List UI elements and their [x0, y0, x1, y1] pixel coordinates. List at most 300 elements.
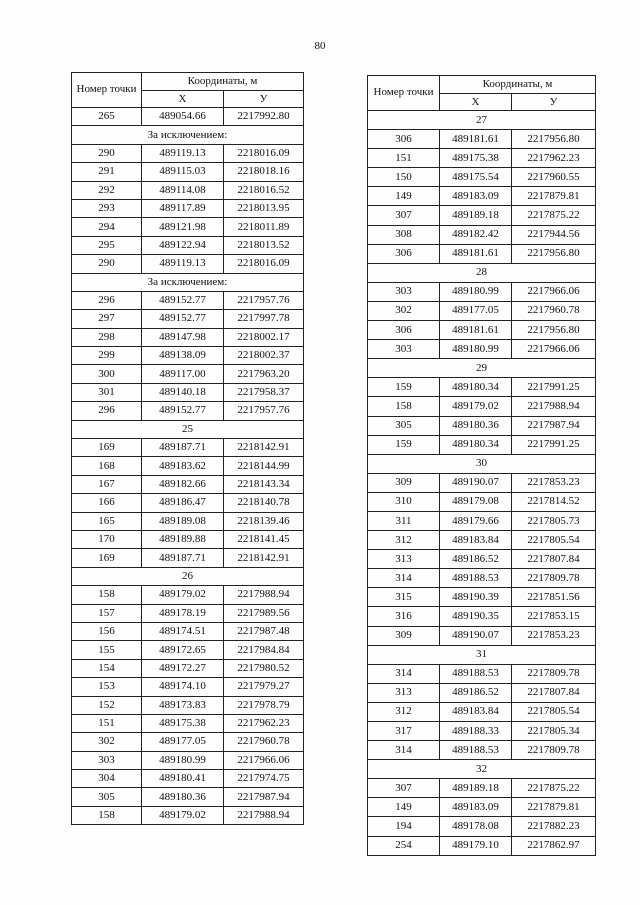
table-row: [72, 347, 304, 365]
table-row: [368, 149, 596, 168]
point-number-cell: 312: [368, 702, 440, 721]
x-coordinate-cell: 489152.77: [142, 291, 224, 309]
y-coordinate-cell: 2217862.97: [512, 836, 596, 855]
table-row: [368, 340, 596, 359]
point-number-cell: 313: [368, 550, 440, 569]
point-number-cell: 314: [368, 664, 440, 683]
x-coordinate-cell: 489138.09: [142, 347, 224, 365]
point-number-cell: 159: [368, 435, 440, 454]
y-coordinate-cell: 2217988.94: [224, 806, 304, 824]
x-coordinate-cell: 489140.18: [142, 383, 224, 401]
y-coordinate-cell: 2217960.78: [512, 301, 596, 320]
y-coordinate-cell: 2217989.56: [224, 604, 304, 622]
table-row: [72, 310, 304, 328]
x-coordinate-cell: 489152.77: [142, 310, 224, 328]
point-number-cell: 313: [368, 683, 440, 702]
x-coordinate-cell: 489178.08: [440, 817, 512, 836]
table-row: [368, 492, 596, 511]
table-row: [368, 626, 596, 645]
y-coordinate-cell: 2218002.17: [224, 328, 304, 346]
section-label: 28: [368, 263, 596, 282]
point-number-cell: 158: [72, 806, 142, 824]
x-coordinate-cell: 489174.10: [142, 678, 224, 696]
x-coordinate-cell: 489188.53: [440, 569, 512, 588]
y-coordinate-cell: 2217991.25: [512, 435, 596, 454]
table-row: [368, 130, 596, 149]
x-coordinate-cell: 489175.54: [440, 168, 512, 187]
table-row: [72, 199, 304, 217]
y-coordinate-cell: 2217974.75: [224, 770, 304, 788]
table-row: [72, 641, 304, 659]
table-row: [368, 683, 596, 702]
section-label: 25: [72, 420, 304, 438]
x-coordinate-cell: 489119.13: [142, 144, 224, 162]
y-coordinate-cell: 2217875.22: [512, 206, 596, 225]
x-coordinate-cell: 489180.99: [142, 751, 224, 769]
y-coordinate-cell: 2217875.22: [512, 779, 596, 798]
point-number-cell: 300: [72, 365, 142, 383]
x-coordinate-cell: 489122.94: [142, 236, 224, 254]
table-row: [368, 321, 596, 340]
table-row: [368, 378, 596, 397]
point-number-cell: 309: [368, 473, 440, 492]
point-number-cell: 265: [72, 108, 142, 126]
point-number-cell: 299: [72, 347, 142, 365]
point-number-cell: 149: [368, 798, 440, 817]
y-coordinate-cell: 2217960.78: [224, 733, 304, 751]
table-row: [72, 604, 304, 622]
point-number-cell: 312: [368, 531, 440, 550]
y-coordinate-cell: 2217814.52: [512, 492, 596, 511]
x-coordinate-cell: 489119.13: [142, 255, 224, 273]
y-coordinate-cell: 2217809.78: [512, 741, 596, 760]
y-coordinate-cell: 2217962.23: [224, 714, 304, 732]
y-coordinate-cell: 2217807.84: [512, 683, 596, 702]
x-coordinate-cell: 489172.27: [142, 659, 224, 677]
table-row: [72, 383, 304, 401]
y-coordinate-cell: 2218002.37: [224, 347, 304, 365]
y-coordinate-cell: 2217984.84: [224, 641, 304, 659]
table-row: [368, 550, 596, 569]
y-coordinate-cell: 2218142.91: [224, 439, 304, 457]
y-coordinate-cell: 2218018.16: [224, 163, 304, 181]
y-coordinate-cell: 2217879.81: [512, 187, 596, 206]
x-coordinate-cell: 489117.89: [142, 199, 224, 217]
x-coordinate-cell: 489190.35: [440, 607, 512, 626]
point-number-cell: 170: [72, 530, 142, 548]
y-coordinate-cell: 2218140.78: [224, 494, 304, 512]
coordinates-header: Координаты, м: [440, 76, 596, 94]
x-coordinate-cell: 489190.07: [440, 626, 512, 645]
point-number-cell: 297: [72, 310, 142, 328]
y-coordinate-cell: 2217853.23: [512, 626, 596, 645]
point-number-cell: 296: [72, 402, 142, 420]
table-row: [72, 770, 304, 788]
x-coordinate-cell: 489187.71: [142, 439, 224, 457]
x-coordinate-cell: 489179.08: [440, 492, 512, 511]
x-coordinate-cell: 489186.52: [440, 550, 512, 569]
point-number-cell: 290: [72, 144, 142, 162]
point-number-cell: 151: [368, 149, 440, 168]
table-row: [368, 416, 596, 435]
x-coordinate-cell: 489189.18: [440, 779, 512, 798]
y-coordinate-cell: 2218016.09: [224, 255, 304, 273]
y-coordinate-cell: 2217956.80: [512, 130, 596, 149]
point-number-cell: 314: [368, 741, 440, 760]
y-coordinate-cell: 2217805.34: [512, 722, 596, 741]
y-coordinate-cell: 2218144.99: [224, 457, 304, 475]
table-row: [368, 569, 596, 588]
point-number-cell: 296: [72, 291, 142, 309]
y-coordinate-cell: 2217966.06: [512, 282, 596, 301]
table-row: [72, 494, 304, 512]
y-coordinate-cell: 2217979.27: [224, 678, 304, 696]
point-number-cell: 294: [72, 218, 142, 236]
table-row: [72, 788, 304, 806]
point-number-cell: 315: [368, 588, 440, 607]
table-row: [72, 163, 304, 181]
section-row: [72, 420, 304, 438]
table-row: [368, 531, 596, 550]
point-number-cell: 301: [72, 383, 142, 401]
table-row: [72, 255, 304, 273]
x-coordinate-cell: 489181.61: [440, 130, 512, 149]
table-row: [72, 439, 304, 457]
point-number-cell: 302: [368, 301, 440, 320]
section-row: [368, 454, 596, 473]
x-coordinate-cell: 489190.07: [440, 473, 512, 492]
table-row: [368, 168, 596, 187]
section-label: 26: [72, 567, 304, 585]
table-row: [72, 328, 304, 346]
y-coordinate-cell: 2217879.81: [512, 798, 596, 817]
y-column-header: У: [224, 91, 304, 108]
coordinates-header: Координаты, м: [142, 73, 304, 91]
table-row: [72, 696, 304, 714]
x-coordinate-cell: 489186.52: [440, 683, 512, 702]
y-coordinate-cell: 2217997.78: [224, 310, 304, 328]
y-coordinate-cell: 2217853.15: [512, 607, 596, 626]
x-coordinate-cell: 489172.65: [142, 641, 224, 659]
table-row: [368, 664, 596, 683]
y-coordinate-cell: 2218013.52: [224, 236, 304, 254]
table-row: [72, 218, 304, 236]
y-column-header: У: [512, 94, 596, 111]
x-coordinate-cell: 489174.51: [142, 622, 224, 640]
x-coordinate-cell: 489179.02: [440, 397, 512, 416]
y-coordinate-cell: 2217992.80: [224, 108, 304, 126]
section-label: 31: [368, 645, 596, 664]
section-label: За исключением:: [72, 273, 304, 291]
y-coordinate-cell: 2217987.48: [224, 622, 304, 640]
table-row: [72, 365, 304, 383]
x-coordinate-cell: 489190.39: [440, 588, 512, 607]
y-coordinate-cell: 2217805.54: [512, 531, 596, 550]
point-number-cell: 254: [368, 836, 440, 855]
table-row: [368, 588, 596, 607]
point-number-cell: 159: [368, 378, 440, 397]
x-coordinate-cell: 489189.08: [142, 512, 224, 530]
section-row: [72, 273, 304, 291]
table-row: [368, 435, 596, 454]
point-number-cell: 316: [368, 607, 440, 626]
x-coordinate-cell: 489115.03: [142, 163, 224, 181]
point-number-cell: 310: [368, 492, 440, 511]
table-row: [72, 530, 304, 548]
y-coordinate-cell: 2217980.52: [224, 659, 304, 677]
point-number-cell: 302: [72, 733, 142, 751]
table-row: [72, 549, 304, 567]
point-number-cell: 305: [368, 416, 440, 435]
table-row: [72, 108, 304, 126]
point-number-cell: 304: [72, 770, 142, 788]
x-coordinate-cell: 489181.61: [440, 244, 512, 263]
x-coordinate-cell: 489180.36: [440, 416, 512, 435]
x-coordinate-cell: 489114.08: [142, 181, 224, 199]
point-number-header: Номер точки: [72, 73, 142, 108]
section-label: 29: [368, 359, 596, 378]
coordinates-table-left: [71, 72, 304, 825]
y-coordinate-cell: 2217851.56: [512, 588, 596, 607]
table-row: [72, 751, 304, 769]
table-row: [368, 607, 596, 626]
y-coordinate-cell: 2217944.56: [512, 225, 596, 244]
x-coordinate-cell: 489182.66: [142, 475, 224, 493]
x-coordinate-cell: 489182.42: [440, 225, 512, 244]
x-coordinate-cell: 489179.02: [142, 806, 224, 824]
x-coordinate-cell: 489177.05: [440, 301, 512, 320]
table-row: [368, 741, 596, 760]
table-body-right: [368, 111, 596, 856]
x-coordinate-cell: 489188.33: [440, 722, 512, 741]
x-coordinate-cell: 489121.98: [142, 218, 224, 236]
table-row: [368, 225, 596, 244]
y-coordinate-cell: 2217956.80: [512, 321, 596, 340]
table-row: [72, 291, 304, 309]
point-number-cell: 149: [368, 187, 440, 206]
x-coordinate-cell: 489180.36: [142, 788, 224, 806]
point-number-cell: 169: [72, 549, 142, 567]
table-row: [72, 181, 304, 199]
page-number: 80: [314, 40, 326, 52]
y-coordinate-cell: 2218139.46: [224, 512, 304, 530]
point-number-cell: 166: [72, 494, 142, 512]
point-number-cell: 311: [368, 511, 440, 530]
y-coordinate-cell: 2218141.45: [224, 530, 304, 548]
x-coordinate-cell: 489179.66: [440, 511, 512, 530]
table-row: [368, 282, 596, 301]
y-coordinate-cell: 2217957.76: [224, 291, 304, 309]
y-coordinate-cell: 2217978.79: [224, 696, 304, 714]
point-number-cell: 155: [72, 641, 142, 659]
y-coordinate-cell: 2217987.94: [512, 416, 596, 435]
x-coordinate-cell: 489187.71: [142, 549, 224, 567]
y-coordinate-cell: 2217966.06: [512, 340, 596, 359]
x-coordinate-cell: 489183.84: [440, 531, 512, 550]
section-row: [368, 111, 596, 130]
table-row: [368, 798, 596, 817]
point-number-cell: 306: [368, 321, 440, 340]
point-number-cell: 314: [368, 569, 440, 588]
y-coordinate-cell: 2217805.73: [512, 511, 596, 530]
table-row: [72, 457, 304, 475]
section-label: 30: [368, 454, 596, 473]
point-number-cell: 291: [72, 163, 142, 181]
y-coordinate-cell: 2217987.94: [224, 788, 304, 806]
point-number-cell: 306: [368, 244, 440, 263]
table-body-left: [72, 108, 304, 825]
section-row: [368, 263, 596, 282]
table-row: [368, 397, 596, 416]
point-number-cell: 153: [72, 678, 142, 696]
table-row: [368, 206, 596, 225]
table-row: [72, 659, 304, 677]
x-coordinate-cell: 489180.99: [440, 340, 512, 359]
section-label: За исключением:: [72, 126, 304, 144]
table-row: [72, 475, 304, 493]
point-number-cell: 168: [72, 457, 142, 475]
point-number-cell: 158: [72, 586, 142, 604]
x-coordinate-cell: 489180.34: [440, 435, 512, 454]
table-row: [368, 817, 596, 836]
y-coordinate-cell: 2218142.91: [224, 549, 304, 567]
point-number-cell: 290: [72, 255, 142, 273]
point-number-cell: 157: [72, 604, 142, 622]
point-number-cell: 158: [368, 397, 440, 416]
table-row: [72, 678, 304, 696]
y-coordinate-cell: 2217956.80: [512, 244, 596, 263]
point-number-header: Номер точки: [368, 76, 440, 111]
x-coordinate-cell: 489175.38: [142, 714, 224, 732]
table-row: [72, 144, 304, 162]
section-row: [368, 359, 596, 378]
point-number-cell: 307: [368, 779, 440, 798]
x-coordinate-cell: 489178.19: [142, 604, 224, 622]
table-row: [368, 779, 596, 798]
point-number-cell: 306: [368, 130, 440, 149]
y-coordinate-cell: 2217809.78: [512, 569, 596, 588]
y-coordinate-cell: 2217988.94: [224, 586, 304, 604]
x-coordinate-cell: 489189.88: [142, 530, 224, 548]
table-row: [72, 236, 304, 254]
y-coordinate-cell: 2217853.23: [512, 473, 596, 492]
point-number-cell: 293: [72, 199, 142, 217]
point-number-cell: 307: [368, 206, 440, 225]
x-coordinate-cell: 489180.41: [142, 770, 224, 788]
point-number-cell: 151: [72, 714, 142, 732]
table-row: [72, 806, 304, 824]
x-coordinate-cell: 489183.84: [440, 702, 512, 721]
y-coordinate-cell: 2217957.76: [224, 402, 304, 420]
point-number-cell: 317: [368, 722, 440, 741]
y-coordinate-cell: 2217882.23: [512, 817, 596, 836]
table-row: [368, 722, 596, 741]
point-number-cell: 298: [72, 328, 142, 346]
y-coordinate-cell: 2217958.37: [224, 383, 304, 401]
table-row: [368, 702, 596, 721]
y-coordinate-cell: 2217966.06: [224, 751, 304, 769]
y-coordinate-cell: 2217805.54: [512, 702, 596, 721]
x-coordinate-cell: 489188.53: [440, 664, 512, 683]
table-row: [368, 836, 596, 855]
y-coordinate-cell: 2217991.25: [512, 378, 596, 397]
x-coordinate-cell: 489179.10: [440, 836, 512, 855]
x-coordinate-cell: 489175.38: [440, 149, 512, 168]
x-coordinate-cell: 489173.83: [142, 696, 224, 714]
section-label: 27: [368, 111, 596, 130]
y-coordinate-cell: 2217807.84: [512, 550, 596, 569]
x-coordinate-cell: 489180.34: [440, 378, 512, 397]
y-coordinate-cell: 2217988.94: [512, 397, 596, 416]
x-column-header: X: [142, 91, 224, 108]
point-number-cell: 154: [72, 659, 142, 677]
point-number-cell: 303: [368, 340, 440, 359]
table-row: [72, 733, 304, 751]
table-row: [72, 622, 304, 640]
coordinates-table-right: [367, 75, 596, 856]
table-row: [368, 473, 596, 492]
section-row: [368, 645, 596, 664]
section-row: [72, 126, 304, 144]
x-coordinate-cell: 489183.09: [440, 798, 512, 817]
x-coordinate-cell: 489186.47: [142, 494, 224, 512]
point-number-cell: 305: [72, 788, 142, 806]
table-row: [72, 714, 304, 732]
point-number-cell: 308: [368, 225, 440, 244]
x-coordinate-cell: 489181.61: [440, 321, 512, 340]
y-coordinate-cell: 2217963.20: [224, 365, 304, 383]
table-row: [368, 511, 596, 530]
x-coordinate-cell: 489183.09: [440, 187, 512, 206]
section-row: [72, 567, 304, 585]
point-number-cell: 303: [368, 282, 440, 301]
table-row: [368, 244, 596, 263]
x-column-header: X: [440, 94, 512, 111]
x-coordinate-cell: 489152.77: [142, 402, 224, 420]
y-coordinate-cell: 2217962.23: [512, 149, 596, 168]
point-number-cell: 152: [72, 696, 142, 714]
point-number-cell: 150: [368, 168, 440, 187]
x-coordinate-cell: 489054.66: [142, 108, 224, 126]
x-coordinate-cell: 489180.99: [440, 282, 512, 301]
y-coordinate-cell: 2217809.78: [512, 664, 596, 683]
y-coordinate-cell: 2217960.55: [512, 168, 596, 187]
point-number-cell: 156: [72, 622, 142, 640]
point-number-cell: 169: [72, 439, 142, 457]
y-coordinate-cell: 2218013.95: [224, 199, 304, 217]
table-row: [368, 301, 596, 320]
point-number-cell: 167: [72, 475, 142, 493]
x-coordinate-cell: 489179.02: [142, 586, 224, 604]
table-row: [72, 512, 304, 530]
table-row: [368, 187, 596, 206]
point-number-cell: 309: [368, 626, 440, 645]
x-coordinate-cell: 489147.98: [142, 328, 224, 346]
section-row: [368, 760, 596, 779]
point-number-cell: 292: [72, 181, 142, 199]
table-row: [72, 402, 304, 420]
y-coordinate-cell: 2218011.89: [224, 218, 304, 236]
point-number-cell: 303: [72, 751, 142, 769]
table-row: [72, 586, 304, 604]
point-number-cell: 165: [72, 512, 142, 530]
x-coordinate-cell: 489183.62: [142, 457, 224, 475]
y-coordinate-cell: 2218143.34: [224, 475, 304, 493]
point-number-cell: 194: [368, 817, 440, 836]
x-coordinate-cell: 489189.18: [440, 206, 512, 225]
x-coordinate-cell: 489188.53: [440, 741, 512, 760]
point-number-cell: 295: [72, 236, 142, 254]
